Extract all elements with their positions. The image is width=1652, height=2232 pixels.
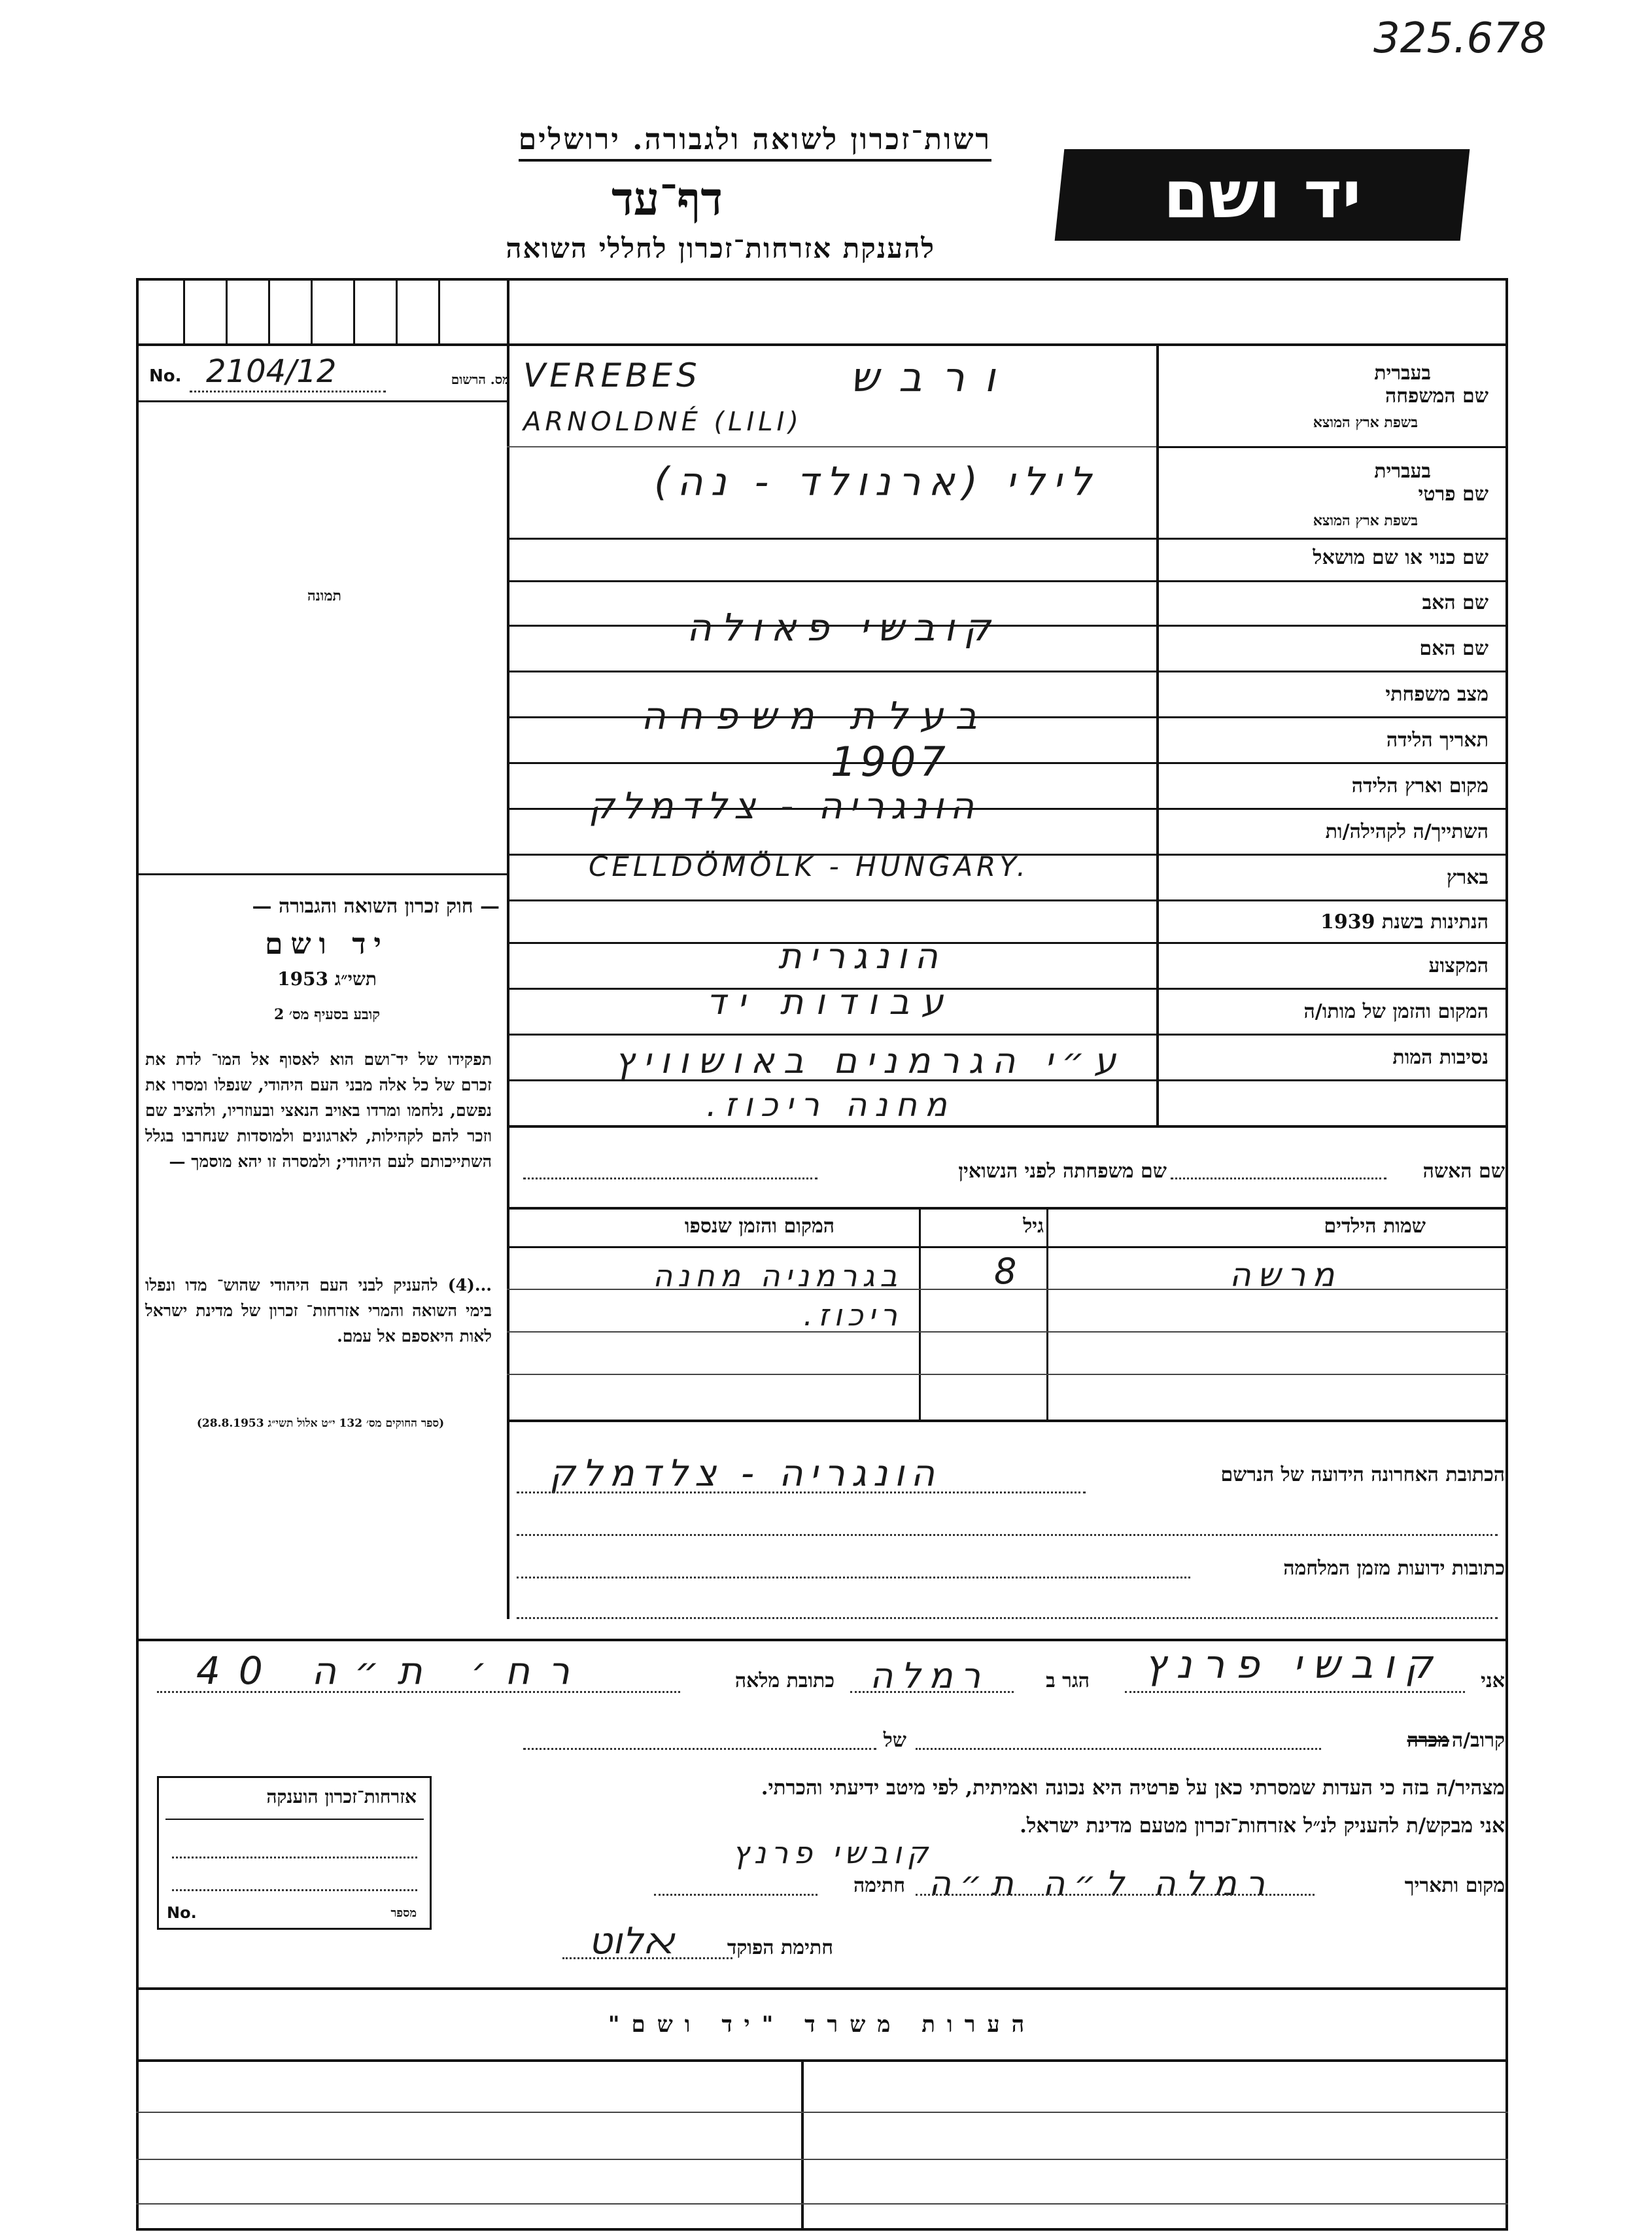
label-hebrew-1: בעברית [1374,362,1431,385]
label-i: אני [1481,1669,1505,1692]
law-year: תשי״ג 1953 [277,968,377,990]
relative-strikethrough: מכרה [1407,1729,1449,1752]
label-hebrew-2: בעברית [1374,460,1431,483]
value-marital: בעלת משפחה [641,693,989,738]
child-place: בגרמניה מחנה ריכוז. [653,1258,903,1333]
declaration-text: מצהיר/ה בזה כי העדות שמסרתי כאן על פרטיה היא נכונה ואמיתית, לפי מיטב ידיעתי והכרתי. [761,1776,1505,1800]
label-officer-signature: חתימת הפוקד [727,1936,833,1959]
value-profession: עבודות יד [706,981,955,1022]
grant-box-number: מספר [390,1906,417,1920]
archive-number: 325.678 [1373,14,1547,63]
label-wife: שם האשה [1422,1160,1505,1183]
value-first-heb: לילי (ארנולד - נה) [654,459,1100,505]
request-text: אני מבקש/ת להעניק לנ״ל אזרחות־זכרון מטעם מדינת ישראל. [1020,1814,1505,1838]
label-father: שם האב [1422,591,1489,614]
declarant-city: רמלה [870,1655,989,1696]
label-lives-in: הגר ב [1046,1669,1090,1692]
law-title: — חוק זכרון השואה והגבורה — [252,895,500,918]
label-birth-date: תאריך הלידה [1386,729,1489,752]
label-relative: קרוב/ה [1451,1729,1505,1752]
value-family-latin: VEREBES [523,357,701,394]
grant-box-title: אזרחות־זכרון הוענקה [266,1786,417,1807]
authority-title: רשות־זכרון לשואה ולגבורה. ירושלים [519,123,991,162]
value-community: CELLDÖMÖLK - HUNGARY. [589,850,1029,882]
grant-box-no: No. [167,1904,197,1922]
children-header-names: שמות הילדים [1324,1215,1426,1238]
label-of: של [883,1729,906,1752]
label-mother: שם האם [1419,637,1489,660]
children-header-age: גיל [1023,1215,1044,1238]
declarant-address: רח׳ ת״ה 40 [196,1648,588,1693]
law-paragraph-1: תפקידו של יד־ושם הוא לאסוף אל המו־ לדת את זכרם של כל אלה מבני העם היהודי, שנפלו ומסרו את נפשם, נלחמו ומרדו באויב הנאצי ובעוזריו, ולהציב שם וזכר להם לקהילות, לארגונים ולמוסדות שנחרבו בגלל השתייכותם לעם היהודי; ולמסרה זו יהא מוסמך — [145,1050,492,1171]
value-father: קובשי פאולה [687,605,1000,650]
value-family-heb: ורבש [850,353,1015,401]
label-first-name: שם פרטי [1418,483,1489,506]
label-family-name: שם המשפחה [1385,385,1489,408]
child-age: 8 [994,1251,1017,1292]
value-birth-place: הונגריה - צלדמלק [589,785,981,828]
value-last-address: הונגריה - צלדמלק [549,1452,942,1495]
label-death-circ: נסיבות המות [1392,1046,1489,1069]
label-nickname: שם כנוי או שם מושאל [1313,546,1489,569]
logo-text: יד ושם [1163,156,1362,233]
label-death-place: המקום והזמן של מותו/ה [1303,1000,1489,1023]
yad-vashem-logo [1055,149,1470,241]
registration-label-heb: מס. הרשום [451,372,510,387]
label-community: השתייך/ה לקהילה/ות [1325,820,1489,843]
children-header-place: המקום והזמן שנספו [684,1215,835,1238]
value-death-place: ע״י הגרמנים באושוויץ [615,1040,1126,1081]
value-birth-date: 1907 [831,738,950,786]
child-name: מרשה [1230,1256,1341,1294]
label-origin-lang-2: בשפת ארץ המוצא [1313,512,1418,529]
office-notes-title: הערות משרד "יד ושם" [608,2012,1037,2038]
label-place-date: מקום ותאריך [1404,1874,1505,1897]
law-clause: קובע בסעיף מס׳ 2 [273,1006,381,1023]
label-wife-maiden: שם משפחתה לפני הנשואין [958,1160,1167,1183]
value-death-circ: מחנה ריכוז. [706,1086,955,1124]
label-in-country: בארץ [1446,866,1489,889]
declarant-name: קובשי פרנץ [1144,1642,1443,1688]
registration-label-no: No. [149,366,182,386]
label-war-address: כתובות ידועות מזמן המלחמה [1283,1557,1505,1580]
photo-label: תמונה [307,587,341,604]
label-last-address: הכתובת האחרונה הידועה של הנרשם [1220,1463,1505,1486]
label-origin-lang-1: בשפת ארץ המוצא [1313,414,1418,431]
label-signature: חתימה [853,1874,905,1897]
label-marital: מצב משפחתי [1385,683,1489,706]
law-paragraph-2: ...(4) להעניק לבני העם היהודי שהוש־ מדו ונפלו בימי השואה והמרי אזרחות־ זכרון של מדינת ישראל לאות היאספם אל עמם. [145,1276,492,1346]
value-citizenship: הונגרית [778,935,946,977]
law-source: (ספר החוקים מס׳ 132 י״ט אלול תשי״ג 28.8.1953) [196,1417,445,1430]
label-citizenship: הנתינות בשנת 1939 [1320,911,1489,933]
officer-signature: ﬡלוט [589,1920,675,1962]
registration-number: 2104/12 [206,353,337,390]
label-profession: המקצוע [1428,954,1489,977]
document-subtitle: להענקת אזרחות־זכרון לחללי השואה [506,232,935,264]
value-first-latin: ARNOLDNÉ (LILI) [523,407,802,437]
label-birth-place: מקום וארץ הלידה [1351,775,1489,797]
law-name: יד ושם [265,928,389,961]
document-title: דף־עד [611,171,723,226]
label-full-address: כתובת מלאה [734,1669,835,1692]
grant-box [157,1776,432,1930]
declarant-place-date: רמלה ל״ה ת״ה [929,1864,1274,1904]
declarant-signature: קובשי פרנץ [732,1835,934,1870]
